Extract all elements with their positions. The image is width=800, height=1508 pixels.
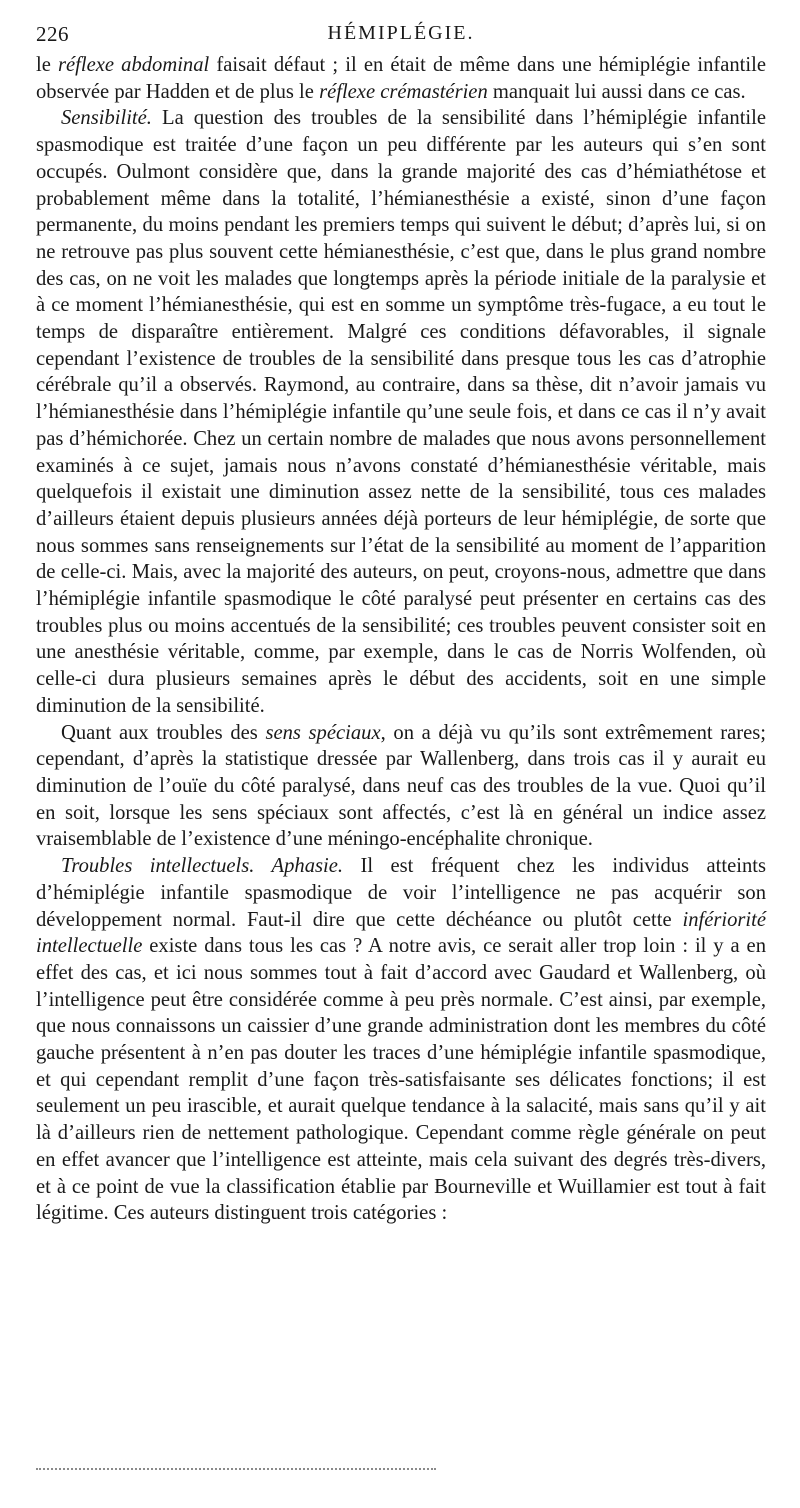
italic-text-segment: Sensibilité.: [61, 107, 152, 130]
text-segment: Il est fréquent chez les individus atteints d’hémiplégie infantile spasmodique de voir l’intelligence ne pas acquérir son développement normal. Faut-il dire que cette déchéance ou plutôt cette: [36, 855, 766, 931]
italic-text-segment: Troubles intellectuels. Aphasie.: [61, 855, 344, 878]
footer-dotted-rule: [36, 1468, 436, 1470]
running-title: HÉMIPLÉGIE.: [327, 22, 475, 44]
paragraph: [36, 52, 766, 105]
italic-text-segment: infériorité intellectuelle: [36, 908, 766, 958]
paragraph: [36, 720, 766, 854]
text-segment: Quant aux troubles des: [61, 721, 266, 744]
text-segment: faisait défaut ; il en était de même dans une hémiplégie infantile observée par Hadden et de plus le: [36, 54, 766, 103]
page-header: [36, 22, 766, 52]
text-segment: le: [36, 54, 58, 76]
italic-text-segment: sens spéciaux: [265, 721, 381, 744]
text-segment: , on a déjà vu qu’ils sont extrêmement rares; cependant, d’après la statistique dressée par Wallenberg, dans trois cas il y aurait eu diminution de l’ouïe du côté paralysé, dans neuf cas des troubles de la vue. Quoi qu’il en soit, lorsque les sens spéciaux sont affectés, c’est là en général un indice assez vraisemblable de l’existence d’une méningo-encéphalite chronique.: [36, 721, 766, 851]
italic-text-segment: réflexe abdominal: [58, 54, 210, 76]
document-page: [36, 22, 766, 1227]
italic-text-segment: réflexe crémastérien: [319, 80, 488, 103]
body-text: [36, 52, 766, 1227]
page-number: 226: [36, 22, 69, 46]
text-segment: manquait lui aussi dans ce cas.: [487, 80, 746, 103]
paragraph: [36, 105, 766, 719]
text-segment: La question des troubles de la sensibilité dans l’hémiplégie infantile spasmodique est traitée d’une façon un peu différente par les auteurs qui s’en sont occupés. Oulmont considère que, dans la grande majorité des cas d’hémiathétose et probablement même dans la totalité, l’hémianesthésie a existé, sinon d’une façon permanente, du moins pendant les premiers temps qui suivent le début; d’après lui, si on ne retrouve pas plus souvent cette hémianesthésie, c’est que, dans le plus grand nombre des cas, on ne voit les malades que longtemps après la période initiale de la paralysie et à ce moment l’hémianesthésie, qui est en somme un symptôme très-fugace, a eu tout le temps de disparaître entièrement. Malgré ces conditions défavorables, il signale cependant l’existence de troubles de la sensibilité dans presque tous les cas d’atrophie cérébrale qu’il a observés. Raymond, au contraire, dans sa thèse, dit n’avoir jamais vu l’hémianesthésie dans l’hémiplégie infantile qu’une seule fois, et dans ce cas il n’y avait pas d’hémichorée. Chez un certain nombre de malades que nous avons personnellement examinés à ce sujet, jamais nous n’avons constaté d’hémianesthésie véritable, mais quelquefois il existait une diminution assez nette de la sensibilité, tous ces malades d’ailleurs étaient depuis plusieurs années déjà porteurs de leur hémiplégie, de sorte que nous sommes sans renseignements sur l’état de la sensibilité au moment de l’apparition de celle-ci. Mais, avec la majorité des auteurs, on peut, croyons-nous, admettre que dans l’hémiplégie infantile spasmodique le côté paralysé peut présenter en certains cas des troubles plus ou moins accentués de la sensibilité; ces troubles peuvent consister soit en une anesthésie véritable, comme, par exemple, dans le cas de Norris Wolfenden, où celle-ci dura plusieurs semaines après le début des accidents, soit en une simple diminution de la sensibilité.: [36, 107, 766, 717]
paragraph: [36, 853, 766, 1227]
text-segment: existe dans tous les cas ? A notre avis, ce serait aller trop loin : il y a en effet des cas, et ici nous sommes tout à fait d’accord avec Gaudard et Wallenberg, où l’intelligence peut être considérée comme à peu près normale. C’est ainsi, par exemple, que nous connaissons un caissier d’une grande administration dont les membres du côté gauche présentent à n’en pas douter les traces d’une hémiplégie infantile spasmodique, et qui cependant remplit d’une façon très-satisfaisante ses délicates fonctions; il est seulement un peu irascible, et aurait quelque tendance à la salacité, mais sans qu’il y ait là d’ailleurs rien de nettement pathologique. Cependant comme règle générale on peut en effet avancer que l’intelligence est atteinte, mais cela suivant des degrés très-divers, et à ce point de vue la classification établie par Bourneville et Wuillamier est tout à fait légitime. Ces auteurs distinguent trois catégories :: [36, 935, 766, 1225]
